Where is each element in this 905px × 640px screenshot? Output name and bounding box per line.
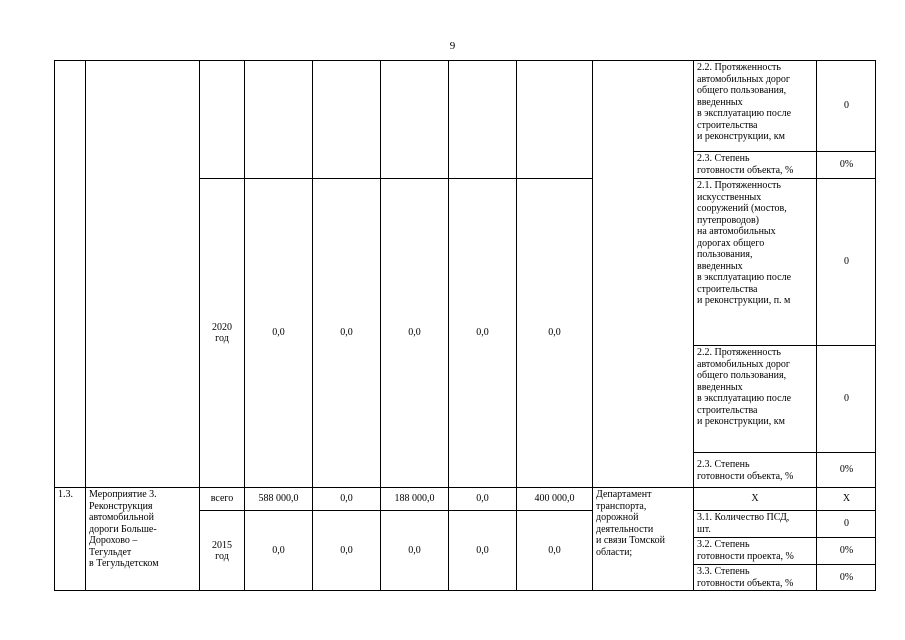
- value-cell-empty: [380, 60, 448, 178]
- value-cell-empty: [312, 60, 380, 178]
- indicator-value: 0: [816, 510, 876, 537]
- value-cell-2020-federal: 0,0: [312, 178, 380, 487]
- value-cell-total-regional: 188 000,0: [380, 487, 448, 510]
- measure-name: Мероприятие 3. Реконструкция автомобильной дороги Больше- Дорохово – Тегульдет в Тегульдетском: [85, 487, 199, 591]
- number-cell-empty: [54, 60, 85, 487]
- value-cell-empty: [448, 60, 516, 178]
- year-cell-2015: 2015 год: [199, 510, 244, 591]
- value-cell-2020-other: 0,0: [516, 178, 592, 487]
- indicator-x: Х: [693, 487, 816, 510]
- value-cell-total-other: 400 000,0: [516, 487, 592, 510]
- indicator-value: 0: [816, 345, 876, 452]
- indicator-text: 3.2. Степень готовности проекта, %: [697, 539, 794, 562]
- indicator-text: 3.1. Количество ПСД, шт.: [697, 512, 790, 535]
- value-cell-2015-total: 0,0: [244, 510, 312, 591]
- executor-cell-empty: [592, 60, 693, 487]
- indicator-cell: [693, 537, 816, 564]
- indicator-cell: [693, 510, 816, 537]
- indicator-text: 3.3. Степень готовности объекта, %: [697, 566, 794, 589]
- value-cell-2020-regional: 0,0: [380, 178, 448, 487]
- indicator-value-x: Х: [816, 487, 876, 510]
- executor-cell: Департамент транспорта, дорожной деятельности и связи Томской области;: [592, 487, 693, 591]
- value-cell-2015-regional: 0,0: [380, 510, 448, 591]
- name-cell-empty: [85, 60, 199, 487]
- value-cell-empty: [516, 60, 592, 178]
- program-table: [54, 60, 876, 591]
- year-cell-2020: 2020 год: [199, 178, 244, 487]
- year-cell-empty: [199, 60, 244, 178]
- indicator-text: 2.3. Степень готовности объекта, %: [697, 153, 794, 176]
- indicator-cell: [693, 345, 816, 452]
- page-number: 9: [449, 40, 456, 52]
- value-cell-2020-local: 0,0: [448, 178, 516, 487]
- value-cell-total-federal: 0,0: [312, 487, 380, 510]
- indicator-cell: [693, 564, 816, 591]
- indicator-cell: [693, 178, 816, 345]
- value-cell-2015-local: 0,0: [448, 510, 516, 591]
- indicator-value: 0%: [816, 564, 876, 591]
- table-border-right: [875, 60, 876, 591]
- indicator-cell: [693, 452, 816, 487]
- value-cell-2015-other: 0,0: [516, 510, 592, 591]
- value-cell-2020-total: 0,0: [244, 178, 312, 487]
- indicator-cell: [693, 60, 816, 151]
- value-cell-2015-federal: 0,0: [312, 510, 380, 591]
- indicator-value: 0%: [816, 452, 876, 487]
- value-cell-total-local: 0,0: [448, 487, 516, 510]
- table-border-bottom: [54, 590, 876, 591]
- indicator-value: 0: [816, 60, 876, 151]
- value-cell-total-total: 588 000,0: [244, 487, 312, 510]
- indicator-value: 0%: [816, 151, 876, 178]
- indicator-cell: [693, 151, 816, 178]
- indicator-text: 2.2. Протяженность автомобильных дорог общего пользования, введенных в эксплуатацию после строительства и реконструкции, км: [697, 347, 792, 427]
- value-cell-empty: [244, 60, 312, 178]
- indicator-text: 2.1. Протяженность искусственных сооружений (мостов, путепроводов) на автомобильных дорогах общего пользования, введенных в эксплуатацию после строительства и реконструкции, п. м: [697, 180, 792, 306]
- indicator-value: 0: [816, 178, 876, 345]
- measure-number: 1.3.: [54, 487, 85, 591]
- indicator-text: 2.3. Степень готовности объекта, %: [697, 459, 794, 482]
- indicator-text: 2.2. Протяженность автомобильных дорог общего пользования, введенных в эксплуатацию после строительства и реконструкции, км: [697, 62, 792, 142]
- year-cell-total: всего: [199, 487, 244, 510]
- indicator-value: 0%: [816, 537, 876, 564]
